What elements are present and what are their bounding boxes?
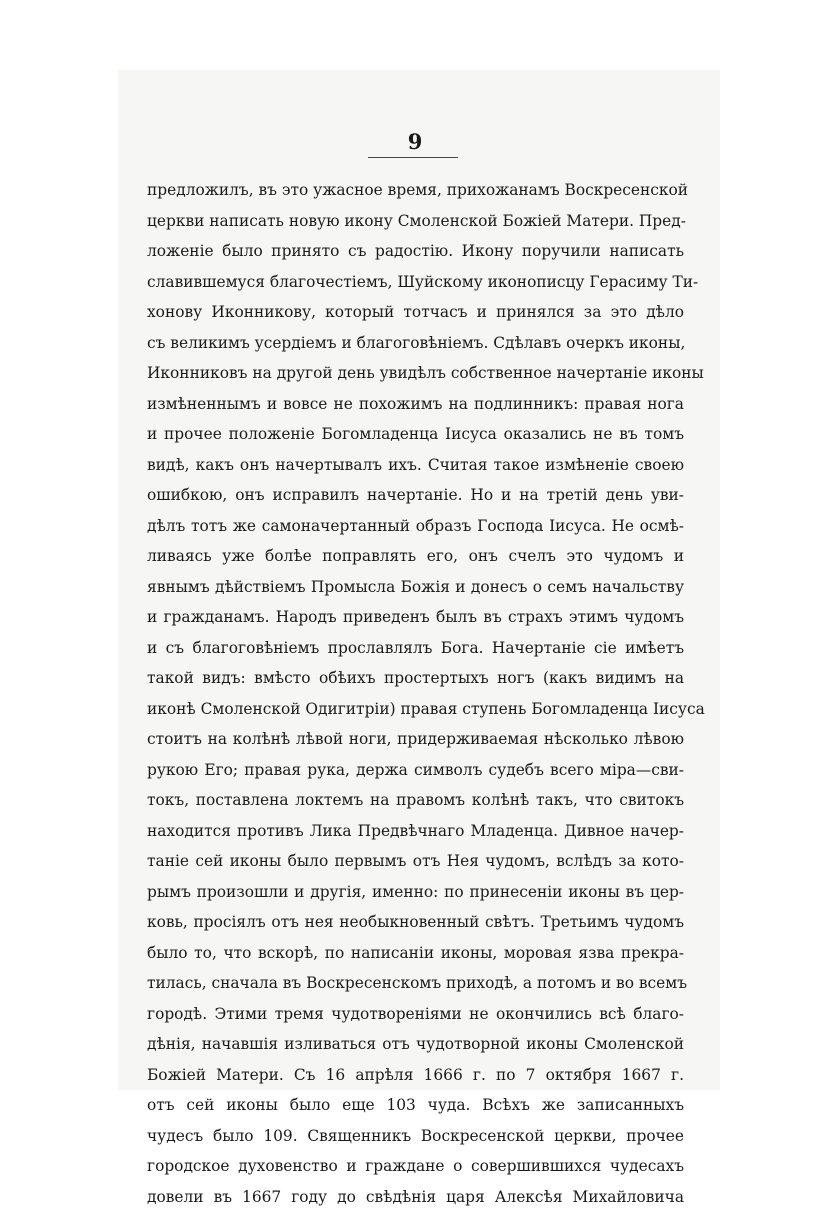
text-line: церкви написать новую икону Смоленской Божіей Матери. Пред- (147, 206, 684, 237)
text-line: городѣ. Этими тремя чудотвореніями не окончились всѣ благо- (147, 999, 684, 1030)
text-line: Иконниковъ на другой день увидѣлъ собственное начертаніе иконы (147, 358, 684, 389)
text-line: предложилъ, въ это ужасное время, прихожанамъ Воскресенской (147, 175, 684, 206)
text-line: измѣненнымъ и вовсе не похожимъ на подлинникъ: правая нога (147, 389, 684, 420)
text-line: было то, что вскорѣ, по написаніи иконы, моровая язва прекра- (147, 938, 684, 969)
text-line: таніе сей иконы было первымъ отъ Нея чудомъ, вслѣдъ за кото- (147, 846, 684, 877)
text-line: ложеніе было принято съ радостію. Икону поручили написать (147, 236, 684, 267)
text-line: токъ, поставлена локтемъ на правомъ колѣнѣ такъ, что свитокъ (147, 785, 684, 816)
text-line: стоитъ на колѣнѣ лѣвой ноги, придерживаемая нѣсколько лѣвою (147, 724, 684, 755)
text-line: явнымъ дѣйствіемъ Промысла Божія и донесъ о семъ начальству (147, 572, 684, 603)
text-line: тилась, сначала въ Воскресенскомъ приходѣ, а потомъ и во всемъ (147, 968, 684, 999)
text-line: ливаясь уже болѣе поправлять его, онъ счелъ это чудомъ и (147, 541, 684, 572)
body-text (147, 175, 684, 1212)
text-line: ковь, просіялъ отъ нея необыкновенный свѣтъ. Третьимъ чудомъ (147, 907, 684, 938)
text-line: городское духовенство и граждане о совершившихся чудесахъ (147, 1151, 684, 1182)
text-line: чудесъ было 109. Священникъ Воскресенской церкви, прочее (147, 1121, 684, 1152)
page-number-rule (368, 157, 458, 158)
text-line: и съ благоговѣніемъ прославлялъ Бога. Начертаніе сіе имѣетъ (147, 633, 684, 664)
text-line: дѣнія, начавшія изливаться отъ чудотворной иконы Смоленской (147, 1029, 684, 1060)
text-line: иконѣ Смоленской Одигитріи) правая ступень Богомладенца Іисуса (147, 694, 684, 725)
text-line: отъ сей иконы было еще 103 чуда. Всѣхъ же записанныхъ (147, 1090, 684, 1121)
text-line: довели въ 1667 году до свѣдѣнія царя Алексѣя Михайловича (147, 1182, 684, 1212)
text-line: такой видъ: вмѣсто обѣихъ простертыхъ ногъ (какъ видимъ на (147, 663, 684, 694)
text-line: славившемуся благочестіемъ, Шуйскому иконописцу Герасиму Ти- (147, 267, 684, 298)
text-line: рукою Его; правая рука, держа символъ судебъ всего міра—сви- (147, 755, 684, 786)
text-line: находится противъ Лика Предвѣчнаго Младенца. Дивное начер- (147, 816, 684, 847)
text-line: Божіей Матери. Съ 16 апрѣля 1666 г. по 7 октября 1667 г. (147, 1060, 684, 1091)
text-line: дѣлъ тотъ же самоначертанный образъ Господа Іисуса. Не осмѣ- (147, 511, 684, 542)
text-line: съ великимъ усердіемъ и благоговѣніемъ. Сдѣлавъ очеркъ иконы, (147, 328, 684, 359)
text-line: видѣ, какъ онъ начертывалъ ихъ. Считая такое измѣненіе своею (147, 450, 684, 481)
text-line: и гражданамъ. Народъ приведенъ былъ въ страхъ этимъ чудомъ (147, 602, 684, 633)
text-line: и прочее положеніе Богомладенца Іисуса оказались не въ томъ (147, 419, 684, 450)
text-line: хонову Иконникову, который тотчасъ и принялся за это дѣло (147, 297, 684, 328)
page-number: 9 (370, 130, 460, 154)
text-line: ошибкою, онъ исправилъ начертаніе. Но и на третій день уви- (147, 480, 684, 511)
text-line: рымъ произошли и другія, именно: по принесеніи иконы въ цер- (147, 877, 684, 908)
